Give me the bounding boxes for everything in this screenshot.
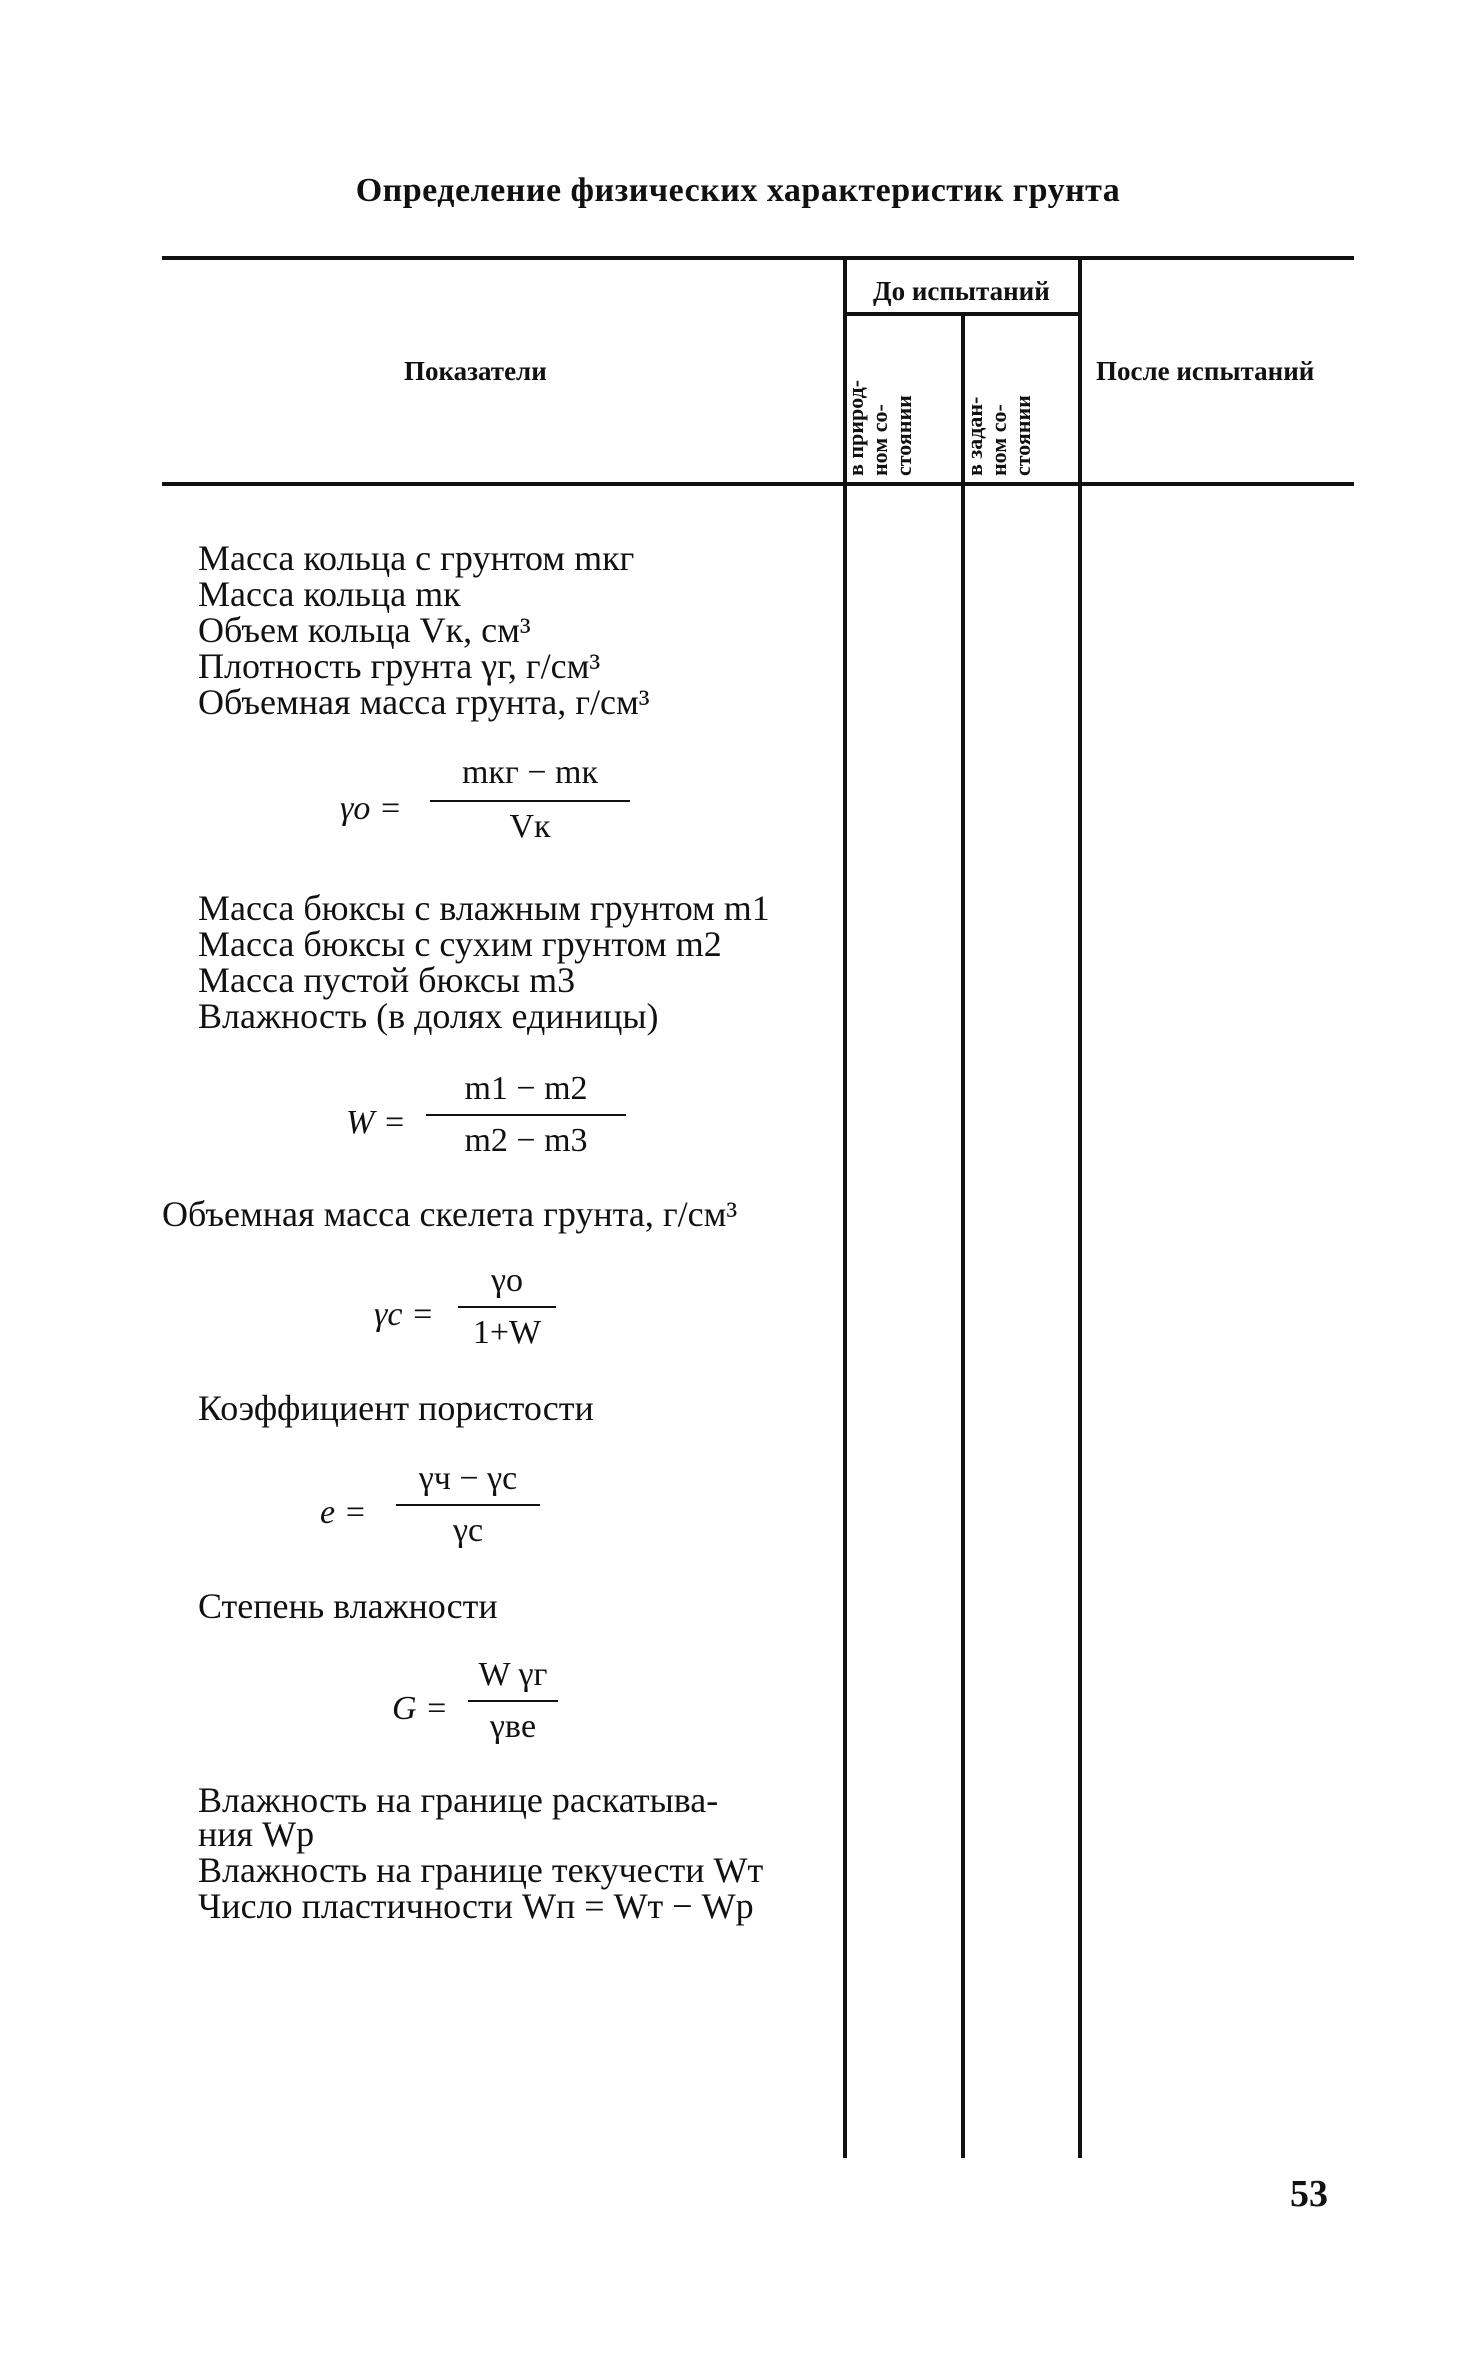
row-porosity-coeff: Коэффициент пористости bbox=[198, 1388, 594, 1428]
fraction-bar bbox=[396, 1504, 540, 1506]
row-bulk-mass: Объемная масса грунта, г/см³ bbox=[198, 682, 650, 722]
row-empty-cup: Масса пустой бюксы m3 bbox=[198, 960, 576, 1000]
row-soil-density: Плотность грунта γг, г/см³ bbox=[198, 646, 601, 686]
row-dry-cup: Масса бюксы с сухим грунтом m2 bbox=[198, 924, 722, 964]
header-given-state: в задан- ном со- стоянии bbox=[962, 395, 1035, 476]
row-wet-cup: Масса бюксы с влажным грунтом m1 bbox=[198, 888, 770, 928]
row-rolling-limit: Влажность на границе раскатыва- bbox=[198, 1780, 719, 1820]
row-ring-volume: Объем кольца Vк, см³ bbox=[198, 610, 531, 650]
table-header-rule bbox=[162, 482, 1354, 486]
page-number: 53 bbox=[1290, 2173, 1328, 2215]
row-moisture: Влажность (в долях единицы) bbox=[198, 996, 659, 1036]
table-top-rule bbox=[162, 256, 1354, 260]
fraction-bar bbox=[458, 1306, 556, 1308]
row-saturation-degree: Степень влажности bbox=[198, 1586, 498, 1626]
formula-gamma-o: γо = mкг − mк Vк bbox=[340, 754, 660, 864]
fraction-bar bbox=[468, 1700, 558, 1702]
column-divider-1 bbox=[843, 258, 847, 2158]
fraction-bar bbox=[426, 1114, 626, 1116]
fraction-bar bbox=[430, 800, 630, 802]
formula-g: G = W γг γвe bbox=[392, 1656, 652, 1766]
row-ring-mass: Масса кольца mк bbox=[198, 574, 461, 614]
row-rolling-limit-cont: ния Wр bbox=[198, 1814, 315, 1854]
column-divider-3 bbox=[1078, 258, 1082, 2158]
page-title: Определение физических характеристик грунта bbox=[355, 172, 1121, 209]
formula-e: e = γч − γс γс bbox=[320, 1460, 620, 1570]
header-before-tests: До испытаний bbox=[873, 276, 1050, 306]
row-liquid-limit: Влажность на границе текучести Wт bbox=[198, 1850, 764, 1890]
header-natural-state: в природ- ном со- стоянии bbox=[843, 379, 916, 476]
header-indicators: Показатели bbox=[404, 356, 547, 386]
formula-w: W = m1 − m2 m2 − m3 bbox=[346, 1070, 666, 1180]
header-after-tests: После испытаний bbox=[1096, 356, 1315, 386]
formula-gamma-c: γс = γо 1+W bbox=[374, 1262, 634, 1372]
row-plasticity-index: Число пластичности Wп = Wт − Wр bbox=[198, 1886, 754, 1926]
column-divider-2 bbox=[961, 314, 965, 2158]
row-skeleton-mass: Объемная масса скелета грунта, г/см³ bbox=[162, 1194, 738, 1234]
row-ring-soil-mass: Масса кольца с грунтом mкг bbox=[198, 538, 635, 578]
